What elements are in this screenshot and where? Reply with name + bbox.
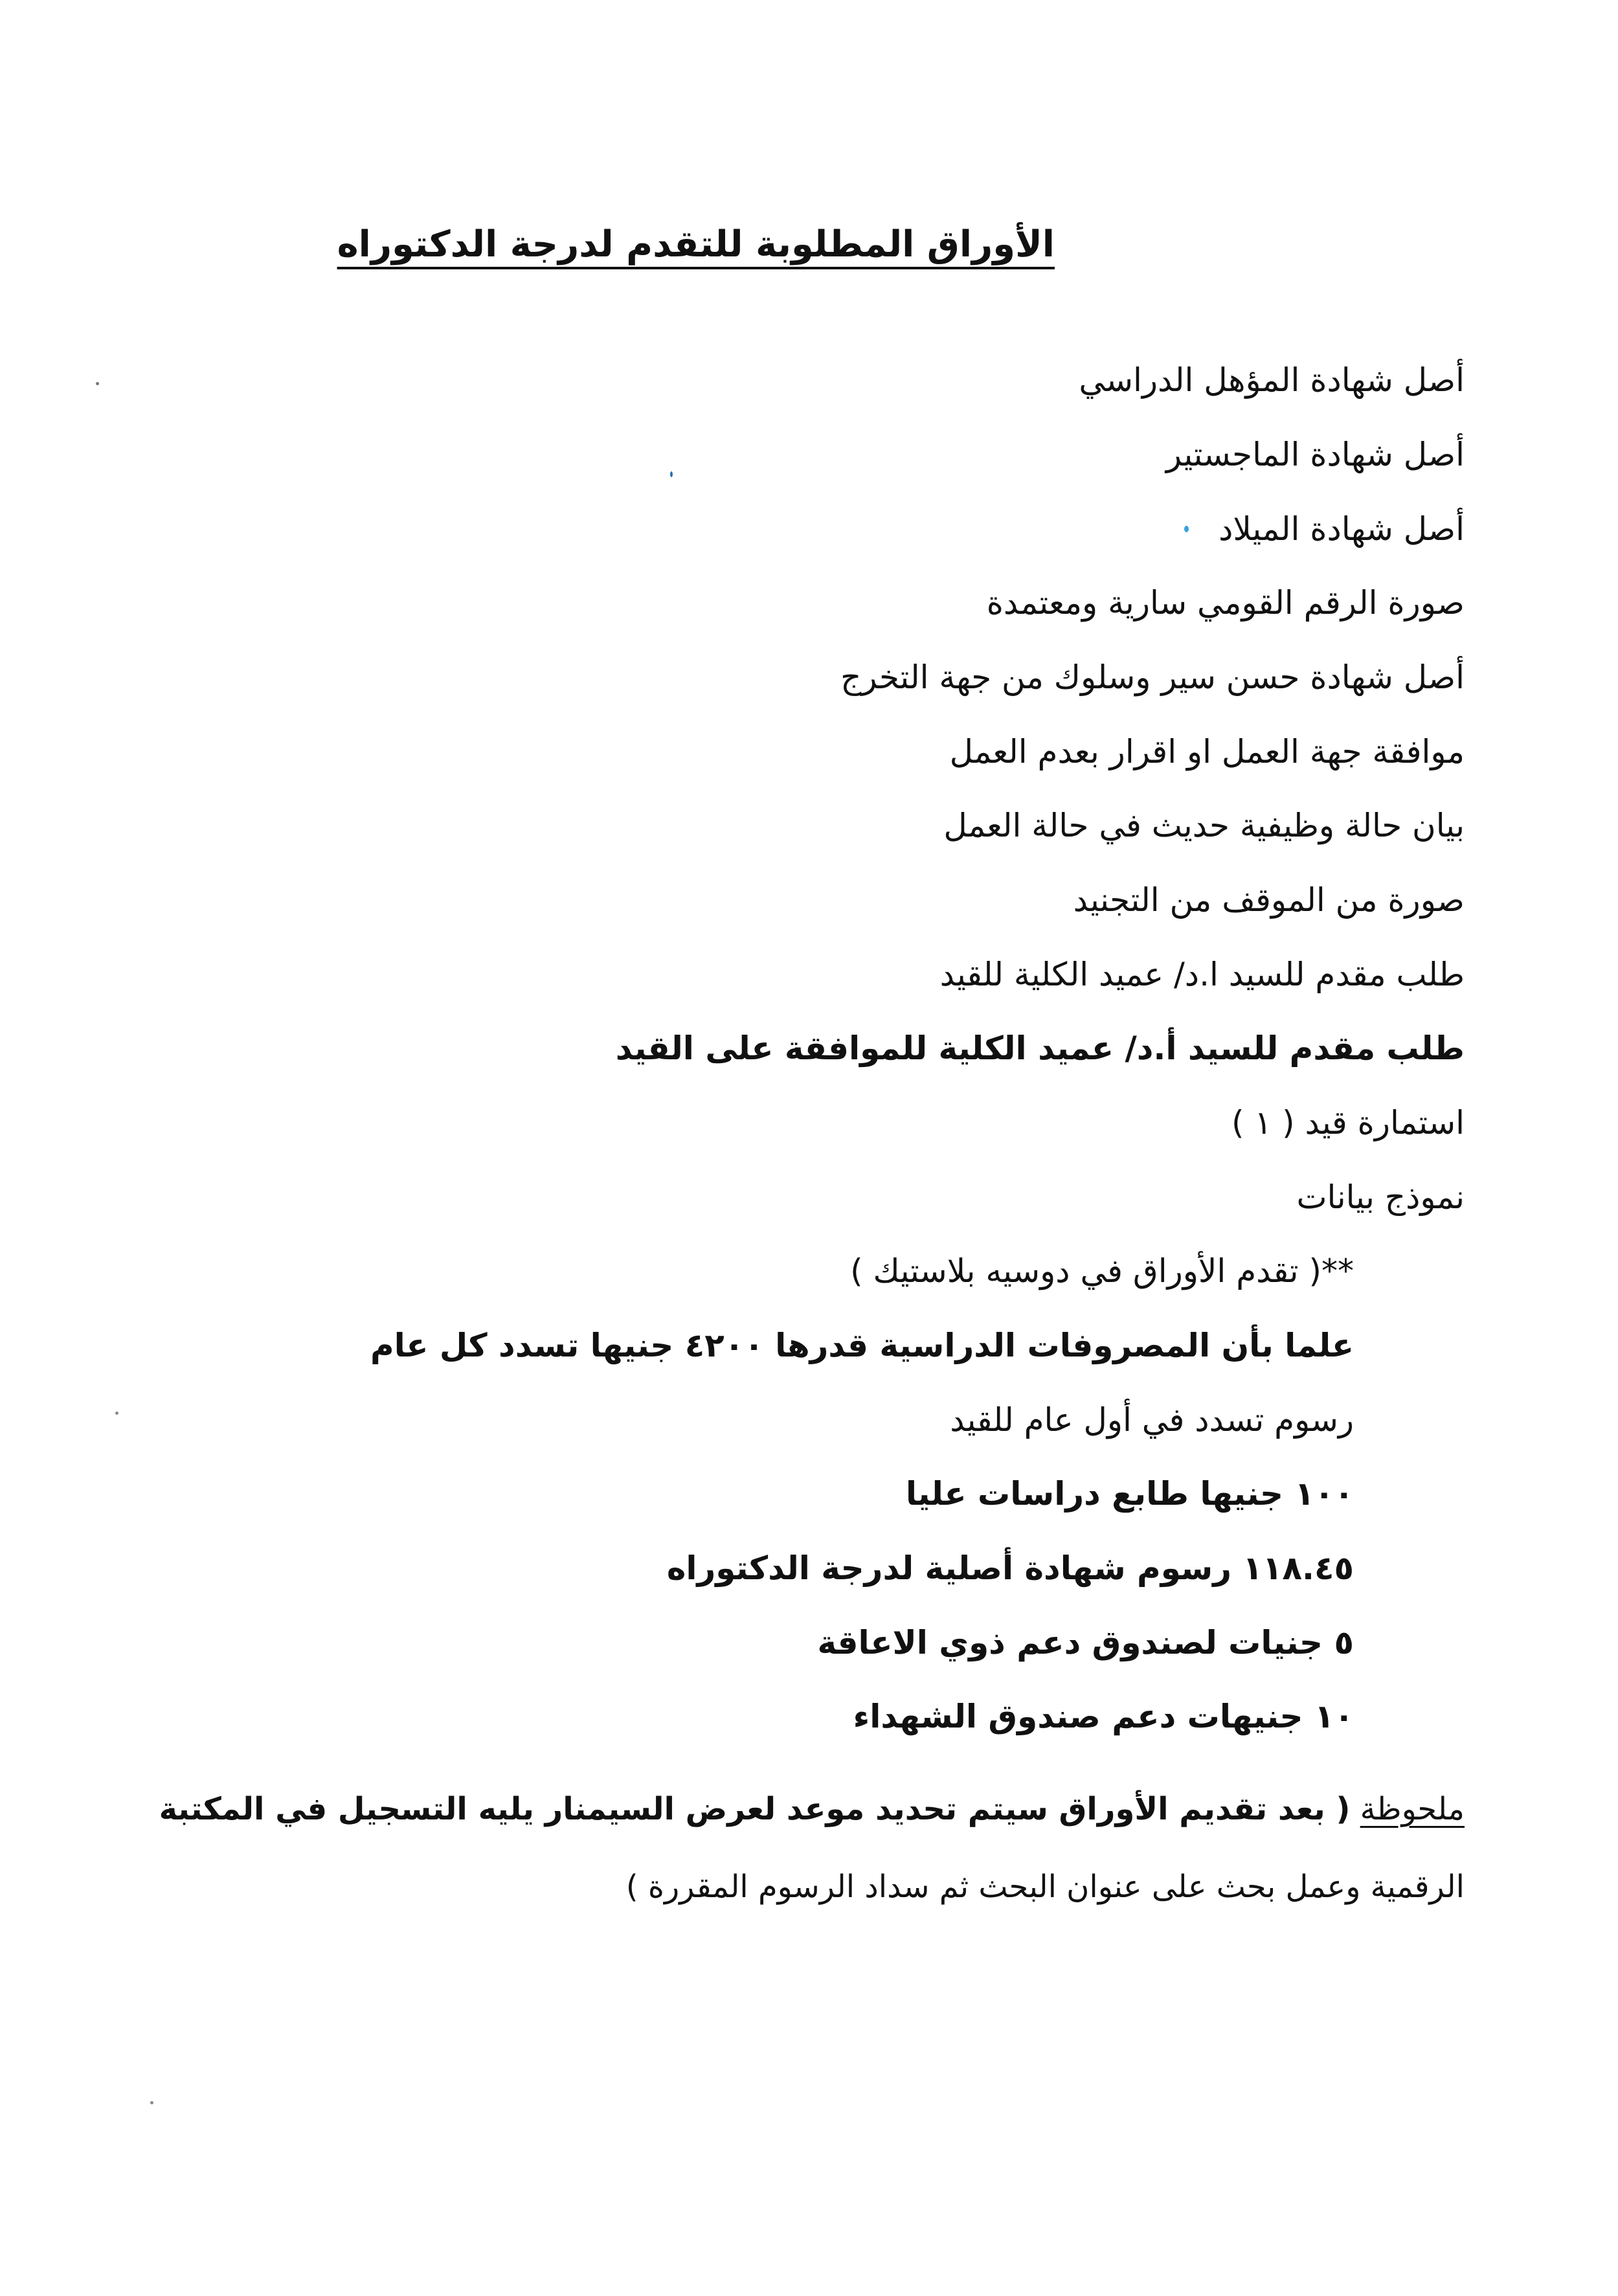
scan-speck bbox=[96, 382, 99, 385]
packaging-note: **( تقدم الأوراق في دوسيه بلاستيك ) bbox=[850, 1252, 1354, 1290]
requirement-item: صورة من الموقف من التجنيد bbox=[1073, 881, 1465, 919]
remark-label: ملحوظة bbox=[1360, 1791, 1465, 1827]
fee-item: ١١٨.٤٥ رسوم شهادة أصلية لدرجة الدكتوراه bbox=[666, 1549, 1354, 1587]
requirement-item: طلب مقدم للسيد أ.د/ عميد الكلية للموافقة على القيد bbox=[615, 1030, 1465, 1067]
fees-heading: رسوم تسدد في أول عام للقيد bbox=[950, 1401, 1354, 1439]
scan-speck bbox=[670, 471, 673, 477]
requirement-item: أصل شهادة حسن سير وسلوك من جهة التخرج bbox=[840, 658, 1465, 696]
requirement-item: بيان حالة وظيفية حديث في حالة العمل bbox=[943, 807, 1465, 844]
remark-text-1: ( بعد تقديم الأوراق سيتم تحديد موعد لعرض السيمنار يليه التسجيل في المكتبة bbox=[159, 1791, 1351, 1827]
requirement-item: أصل شهادة الميلاد bbox=[1219, 510, 1465, 548]
scan-speck bbox=[150, 2101, 153, 2104]
requirement-item: أصل شهادة المؤهل الدراسي bbox=[1079, 361, 1465, 399]
fee-item: ١٠ جنيهات دعم صندوق الشهداء bbox=[853, 1698, 1354, 1735]
tuition-note: علما بأن المصروفات الدراسية قدرها ٤٢٠٠ جنيها تسدد كل عام bbox=[370, 1327, 1354, 1364]
requirement-item: صورة الرقم القومي سارية ومعتمدة bbox=[986, 584, 1465, 622]
requirement-item: أصل شهادة الماجستير bbox=[1165, 436, 1465, 473]
remark-text-2: الرقمية وعمل بحث على عنوان البحث ثم سداد الرسوم المقررة ) bbox=[625, 1869, 1465, 1905]
requirement-item: نموذج بيانات bbox=[1296, 1178, 1465, 1216]
scan-speck bbox=[115, 1412, 118, 1415]
scan-speck bbox=[1184, 526, 1189, 532]
remark-line-1 bbox=[159, 1791, 1465, 1827]
fee-item: ١٠٠ جنيها طابع دراسات عليا bbox=[905, 1475, 1354, 1513]
requirement-item: موافقة جهة العمل او اقرار بعدم العمل bbox=[949, 733, 1465, 771]
requirement-item: استمارة قيد ( ١ ) bbox=[1231, 1104, 1465, 1142]
page-title: الأوراق المطلوبة للتقدم لدرجة الدكتوراه bbox=[337, 223, 1055, 265]
requirement-item: طلب مقدم للسيد ا.د/ عميد الكلية للقيد bbox=[939, 956, 1465, 993]
fee-item: ٥ جنيات لصندوق دعم ذوي الاعاقة bbox=[817, 1624, 1354, 1661]
